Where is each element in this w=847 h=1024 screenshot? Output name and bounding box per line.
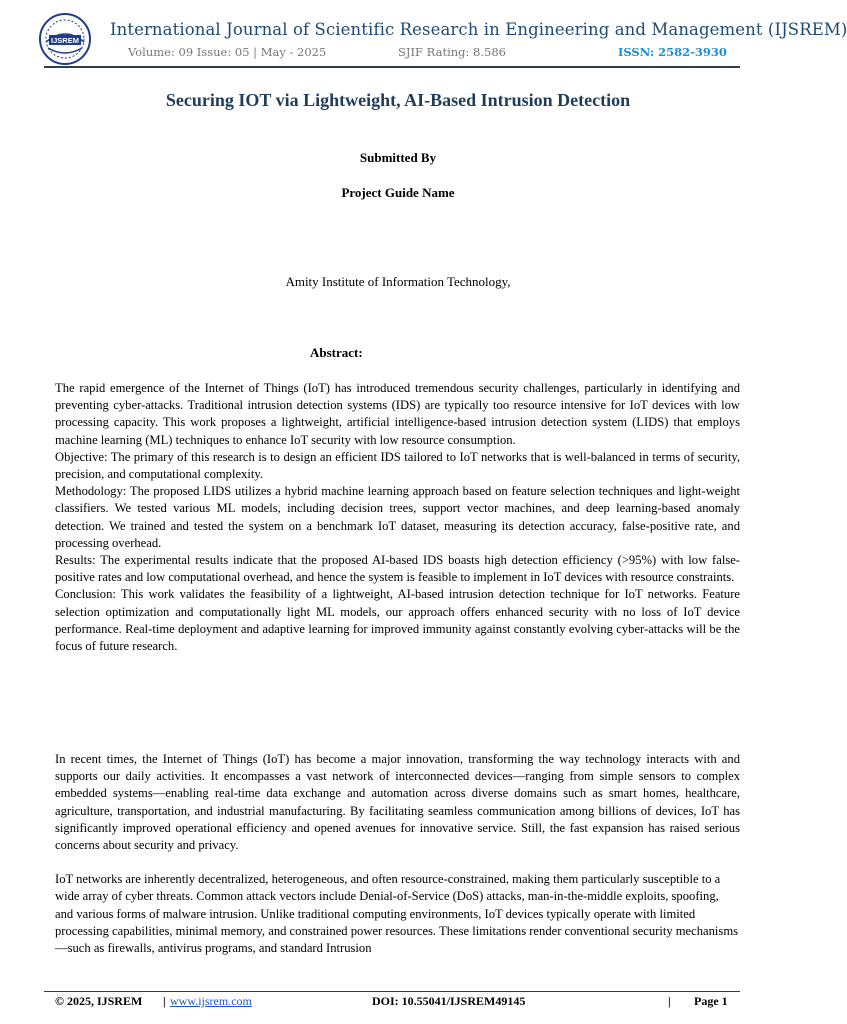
logo-text: IJSREM — [51, 36, 79, 45]
header-divider — [44, 66, 740, 68]
page-number: Page 1 — [694, 994, 728, 1008]
abstract-paragraph: The rapid emergence of the Internet of Things (IoT) has introduced tremendous security challenges, particularly in identifying and preventing cyber-attacks. Traditional intrusion detection systems (IDS) are typically too resource intensive for IoT devices with low processing capacity. This work proposes a lightweight, artificial intelligence-based intrusion detection system (LIDS) that employs machine learning (ML) techniques to enhance IoT security with low resource consumption. — [55, 381, 740, 447]
journal-header — [0, 0, 847, 68]
abstract-results: Results: The experimental results indicate that the proposed AI-based IDS boasts high detection efficiency (>95%) with low false-positive rates and low computational overhead, and hence the system is feasible to implement in IoT devices with resource constraints. — [55, 553, 740, 585]
introduction-body — [55, 751, 740, 957]
project-guide: Project Guide Name — [341, 185, 455, 200]
footer-copyright: © 2025, IJSREM — [55, 994, 143, 1008]
paper-title: Securing IOT via Lightweight, AI-Based Intrusion Detection — [165, 90, 631, 110]
footer-separator: | — [163, 994, 166, 1008]
footer-separator: | — [668, 994, 671, 1008]
abstract-heading: Abstract: — [310, 345, 363, 360]
footer-doi: DOI: 10.55041/IJSREM49145 — [372, 994, 526, 1008]
footer-website-link[interactable]: www.ijsrem.com — [170, 994, 252, 1008]
abstract-conclusion: Conclusion: This work validates the feasibility of a lightweight, AI-based intrusion detection technique for IoT networks. Feature selection optimization and computationally light ML models, our approach offers enhanced security with no loss of IoT device performance. Real-time deployment and adaptive learning for improved immunity against constantly evolving cyber-attacks will be the focus of future research. — [55, 587, 740, 654]
intro-paragraph: IoT networks are inherently decentralized, heterogeneous, and often resource-constrained, making them particularly susceptible to a wide array of cyber threats. Common attack vectors include Denial-of-Service (DoS) attacks, man-in-the-middle exploits, spoofing, and various forms of malware intrusion. Unlike traditional computing environments, IoT devices typically operate with limited processing capabilities, minimal memory, and constrained power resources. These limitations render conventional security mechanisms—such as firewalls, antivirus programs, and standard Intrusion — [55, 872, 739, 956]
footer-divider — [44, 991, 740, 992]
issn: ISSN: 2582-3930 — [618, 45, 727, 59]
volume-info: Volume: 09 Issue: 05 | May - 2025 — [128, 45, 327, 59]
abstract-methodology: Methodology: The proposed LIDS utilizes a hybrid machine learning approach based on feature selection techniques and light-weight classifiers. We tested various ML models, including decision trees, support vector machines, and deep learning-based anomaly detection. We trained and tested the system on a benchmark IoT dataset, measuring its detection accuracy, false-positive rate, and processing overhead. — [55, 484, 740, 550]
ijsrem-seal-icon — [38, 12, 92, 66]
institute: Amity Institute of Information Technology, — [285, 274, 511, 289]
abstract-objective: Objective: The primary of this research is to design an efficient IDS tailored to IoT networks that is well-balanced in terms of security, precision, and computational complexity. — [55, 449, 740, 482]
journal-title: International Journal of Scientific Research in Engineering and Management (IJSREM) — [110, 20, 847, 39]
abstract-body — [55, 380, 740, 655]
intro-paragraph: In recent times, the Internet of Things (IoT) has become a major innovation, transforming the way technology interacts with and supports our daily activities. It encompasses a vast network of interconnected devices—ranging from simple sensors to complex embedded systems—enabling real-time data exchange and automation across diverse domains such as smart homes, healthcare, agriculture, transportation, and industrial manufacturing. By facilitating seamless communication among billions of devices, IoT has significantly improved operational efficiency and opened avenues for innovative service. Still, the fast expansion has raised serious concerns about security and privacy. — [55, 752, 740, 853]
sjif-rating: SJIF Rating: 8.586 — [398, 45, 506, 59]
submitted-by: Submitted By — [359, 150, 437, 165]
